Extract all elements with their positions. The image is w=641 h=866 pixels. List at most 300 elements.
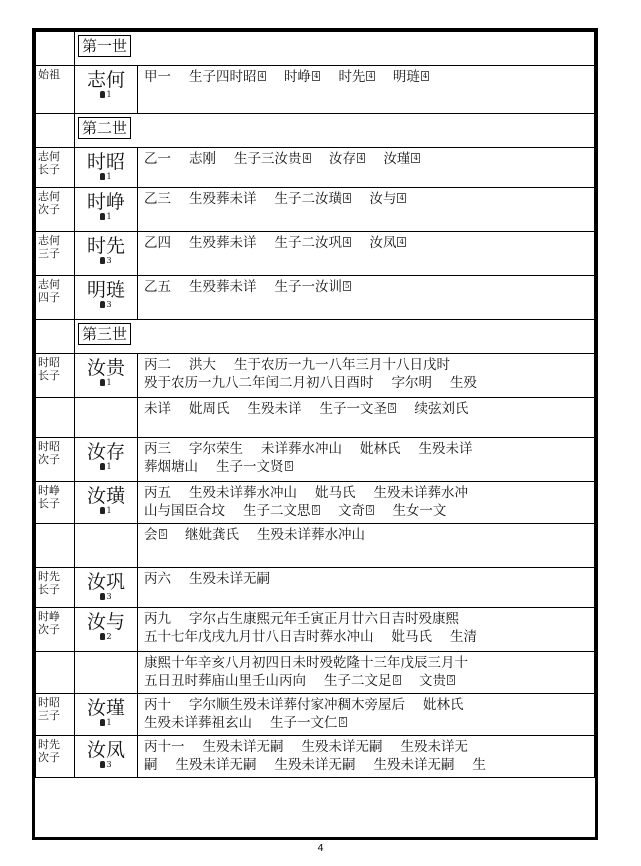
record-segment	[189, 441, 243, 457]
record-line	[144, 672, 590, 690]
relation-label: 次子	[38, 623, 60, 636]
relation-label: 志何	[38, 150, 60, 163]
record-segment	[144, 485, 171, 501]
record-segment	[144, 441, 171, 457]
record-segment	[450, 629, 477, 645]
record-segment	[144, 611, 171, 627]
segment-text: 文奇	[337, 503, 365, 519]
record-segment	[144, 151, 171, 167]
segment-text: 志刚	[189, 151, 216, 167]
record-cell	[138, 524, 595, 568]
person-name: 汝瑾	[86, 697, 125, 719]
person-icon	[100, 173, 105, 180]
segment-text: 五十七年戊戌九月廿八日吉时葬水冲山	[144, 629, 374, 645]
record-line	[144, 570, 590, 588]
record-segment	[329, 151, 371, 167]
segment-text: 乙一	[144, 151, 171, 167]
segment-text: 明琏	[392, 69, 420, 85]
segment-text: 嗣	[144, 757, 158, 773]
record-line	[144, 150, 590, 168]
generation-row	[36, 320, 595, 354]
record-segment	[144, 739, 185, 755]
segment-text: 汝瑾	[383, 151, 411, 167]
record-segment	[401, 739, 469, 755]
name-cell	[75, 66, 138, 114]
page-ref-marker: 4	[368, 72, 373, 80]
genealogy-frame	[32, 28, 598, 840]
record-segment	[414, 401, 468, 417]
person-name: 汝与	[86, 611, 125, 633]
segment-text: 乙三	[144, 191, 171, 207]
person-row	[36, 148, 595, 188]
segment-text: 丙十一	[144, 739, 185, 755]
record-segment	[275, 191, 358, 207]
page-ref-marker: 5	[390, 404, 395, 412]
person-name: 明琏	[86, 279, 125, 301]
name-cell	[75, 276, 138, 320]
segment-text: 妣周氏	[189, 401, 230, 417]
rank-number: 3	[106, 300, 112, 309]
genealogy-table	[35, 31, 595, 778]
segment-text: 生殁未详无嗣	[189, 571, 270, 587]
record-segment	[144, 673, 306, 689]
segment-text: 生子一文圣	[319, 401, 387, 417]
segment-text: 生子三汝贵	[234, 151, 302, 167]
segment-text: 生子一文贤	[216, 459, 284, 475]
record-line	[144, 68, 590, 86]
record-cell	[138, 482, 595, 524]
record-segment	[450, 375, 477, 391]
record-segment	[189, 151, 216, 167]
rank-marker	[75, 90, 137, 99]
rank-marker	[75, 592, 137, 601]
rank-number: 3	[106, 760, 112, 769]
record-line	[144, 484, 590, 502]
page-ref-marker: 4	[422, 72, 428, 80]
segment-text: 时峥	[283, 69, 311, 85]
page-ref-marker: 5	[286, 462, 291, 470]
segment-text: 生殁未详	[418, 441, 473, 457]
relation-label: 次子	[38, 453, 60, 466]
generation-row	[36, 32, 595, 66]
segment-text: 字尔明	[391, 375, 432, 391]
record-segment	[302, 739, 383, 755]
generation-label: 第一世	[78, 35, 131, 57]
segment-text: 丙三	[144, 441, 171, 457]
segment-text: 生子一汝训	[274, 279, 342, 295]
record-segment	[275, 757, 356, 773]
person-row	[36, 694, 595, 736]
person-icon	[100, 379, 105, 386]
rank-number: 3	[106, 256, 112, 265]
segment-text: 妣林氏	[360, 441, 401, 457]
rank-marker	[75, 462, 137, 471]
record-segment	[284, 69, 326, 85]
relation-cell	[36, 438, 75, 482]
segment-text: 生殁未详无	[400, 739, 468, 755]
relation-label: 时昭	[38, 696, 60, 709]
generation-label: 第三世	[78, 323, 131, 345]
segment-text: 乙五	[144, 279, 171, 295]
segment-text: 生女一文	[392, 503, 447, 519]
record-segment	[189, 235, 257, 251]
rank-number: 1	[106, 718, 112, 727]
record-segment	[393, 69, 435, 85]
segment-text: 生子一文仁	[270, 715, 338, 731]
name-cell	[75, 652, 138, 694]
record-segment	[189, 697, 405, 713]
segment-text: 生子二汝璜	[274, 191, 342, 207]
person-name: 志何	[86, 69, 125, 91]
person-row	[36, 354, 595, 398]
record-segment	[189, 279, 257, 295]
page-ref-marker: 5	[313, 506, 318, 514]
segment-text: 五日丑时葬庙山里壬山丙向	[144, 673, 306, 689]
name-cell	[75, 694, 138, 736]
segment-text: 洪大	[189, 357, 216, 373]
record-cell	[138, 652, 595, 694]
name-cell	[75, 608, 138, 652]
record-segment	[144, 401, 171, 417]
page-number: 4	[317, 843, 324, 854]
segment-text: 续弦刘氏	[414, 401, 469, 417]
relation-label: 时先	[38, 570, 60, 583]
name-cell	[75, 148, 138, 188]
record-cell	[138, 276, 595, 320]
person-row	[36, 608, 595, 652]
record-line	[144, 458, 590, 476]
person-row	[36, 438, 595, 482]
record-segment	[338, 503, 380, 519]
person-name: 汝璜	[86, 485, 125, 507]
record-segment	[275, 235, 358, 251]
record-segment	[360, 441, 401, 457]
relation-label: 志何	[38, 234, 60, 247]
record-cell	[138, 232, 595, 276]
name-cell	[75, 354, 138, 398]
page-ref-marker: 5	[160, 530, 165, 538]
record-line	[144, 628, 590, 646]
person-name: 时峥	[86, 191, 125, 213]
page-ref-marker: 4	[259, 72, 264, 80]
record-cell	[138, 438, 595, 482]
relation-cell	[36, 66, 75, 114]
record-segment	[216, 459, 299, 475]
segment-text: 丙二	[144, 357, 171, 373]
relation-label: 长子	[38, 369, 60, 382]
segment-text: 字尔占生康熙元年壬寅正月廿六日吉时殁康熙	[189, 611, 459, 627]
record-segment	[383, 151, 425, 167]
rank-number: 1	[106, 172, 112, 181]
segment-text: 丙九	[144, 611, 171, 627]
segment-text: 康熙十年辛亥八月初四日未时殁乾隆十三年戊辰三月十	[144, 655, 468, 671]
record-segment	[473, 757, 487, 773]
relation-cell	[36, 568, 75, 608]
relation-label: 志何	[38, 190, 60, 203]
person-row	[36, 66, 595, 114]
generation-row	[36, 114, 595, 148]
segment-text: 生殁未详葬水冲山	[189, 485, 297, 501]
continuation-row	[36, 398, 595, 438]
segment-text: 生殁未详无嗣	[175, 757, 257, 773]
segment-text: 继妣龚氏	[184, 527, 239, 543]
relation-label: 长子	[38, 163, 60, 176]
record-cell	[138, 694, 595, 736]
record-cell	[138, 608, 595, 652]
rank-marker	[75, 506, 137, 515]
record-cell	[138, 736, 595, 778]
person-row	[36, 568, 595, 608]
name-cell	[75, 524, 138, 568]
record-line	[144, 696, 590, 714]
blank-cell	[36, 320, 75, 354]
rank-marker	[75, 718, 137, 727]
relation-cell	[36, 232, 75, 276]
relation-cell	[36, 482, 75, 524]
record-segment	[257, 527, 365, 543]
record-segment	[392, 375, 433, 391]
relation-cell	[36, 524, 75, 568]
record-segment	[144, 357, 171, 373]
rank-number: 2	[106, 632, 112, 641]
page-ref-marker: 4	[399, 238, 404, 246]
continuation-row	[36, 524, 595, 568]
segment-text: 生子四时昭	[189, 69, 257, 85]
record-segment	[261, 441, 342, 457]
person-icon	[100, 91, 105, 98]
blank-cell	[36, 114, 75, 148]
person-row	[36, 232, 595, 276]
page-ref-marker: 5	[340, 718, 345, 726]
record-segment	[270, 715, 353, 731]
segment-text: 殁于农历一九八二年闰二月初八日酉时	[144, 375, 374, 391]
person-row	[36, 188, 595, 232]
person-icon	[100, 301, 105, 308]
relation-cell	[36, 736, 75, 778]
page-ref-marker: 4	[413, 154, 418, 162]
record-segment	[144, 527, 173, 543]
person-icon	[100, 257, 105, 264]
record-segment	[144, 503, 225, 519]
record-cell	[138, 568, 595, 608]
record-segment	[203, 739, 284, 755]
rank-number: 1	[106, 90, 112, 99]
relation-cell	[36, 148, 75, 188]
relation-label: 次子	[38, 751, 60, 764]
record-segment	[392, 629, 433, 645]
record-segment	[369, 191, 411, 207]
record-segment	[144, 571, 171, 587]
record-segment	[234, 357, 450, 373]
name-cell	[75, 232, 138, 276]
rank-number: 1	[106, 506, 112, 515]
page-ref-marker: 4	[399, 194, 404, 202]
record-line	[144, 610, 590, 628]
segment-text: 生殁未详无嗣	[202, 739, 284, 755]
rank-marker	[75, 212, 137, 221]
record-cell	[138, 188, 595, 232]
person-icon	[100, 213, 105, 220]
record-segment	[144, 655, 468, 671]
person-icon	[100, 507, 105, 514]
rank-number: 1	[106, 378, 112, 387]
relation-cell	[36, 398, 75, 438]
relation-cell	[36, 694, 75, 736]
record-segment	[189, 611, 459, 627]
page-ref-marker: 4	[345, 194, 350, 202]
rank-number: 3	[106, 592, 112, 601]
relation-label: 时峥	[38, 610, 60, 623]
page-ref-marker: 4	[345, 238, 350, 246]
rank-marker	[75, 172, 137, 181]
record-segment	[338, 69, 380, 85]
record-line	[144, 356, 590, 374]
relation-label: 始祖	[38, 68, 60, 81]
relation-label: 四子	[38, 291, 60, 304]
segment-text: 生殁	[450, 375, 477, 391]
segment-text: 生于农历一九一八年三月十八日戊时	[234, 357, 450, 373]
segment-text: 生子二文思	[243, 503, 311, 519]
person-name: 汝凤	[86, 739, 125, 761]
relation-cell	[36, 354, 75, 398]
segment-text: 生殁未详无嗣	[373, 757, 455, 773]
record-cell	[138, 148, 595, 188]
segment-text: 时先	[338, 69, 366, 85]
segment-text: 未详葬水冲山	[261, 441, 342, 457]
record-line	[144, 190, 590, 208]
rank-marker	[75, 300, 137, 309]
rank-number: 1	[106, 462, 112, 471]
record-segment	[144, 459, 198, 475]
segment-text: 生殁未详	[247, 401, 302, 417]
person-name: 时昭	[86, 151, 125, 173]
record-segment	[374, 485, 469, 501]
person-icon	[100, 463, 105, 470]
name-cell	[75, 188, 138, 232]
segment-text: 妣林氏	[423, 697, 464, 713]
segment-text: 生	[472, 757, 486, 773]
person-name: 时先	[86, 235, 125, 257]
rank-number: 1	[106, 212, 112, 221]
record-cell	[138, 354, 595, 398]
record-cell	[138, 398, 595, 438]
record-line	[144, 526, 590, 544]
relation-label: 三子	[38, 247, 60, 260]
person-row	[36, 482, 595, 524]
name-cell	[75, 736, 138, 778]
relation-label: 时昭	[38, 440, 60, 453]
relation-label: 次子	[38, 203, 60, 216]
person-icon	[100, 633, 105, 640]
segment-text: 生殁未详葬水冲	[373, 485, 468, 501]
record-segment	[144, 69, 171, 85]
continuation-row	[36, 652, 595, 694]
person-name: 汝存	[86, 441, 125, 463]
segment-text: 生殁未详葬水冲山	[256, 527, 365, 543]
record-segment	[189, 191, 257, 207]
segment-text: 生殁葬未详	[189, 279, 257, 295]
record-segment	[144, 757, 158, 773]
person-name: 汝贵	[86, 357, 125, 379]
record-segment	[189, 485, 297, 501]
record-segment	[374, 757, 455, 773]
segment-text: 丙六	[144, 571, 171, 587]
record-line	[144, 374, 590, 392]
record-line	[144, 756, 590, 774]
person-icon	[100, 761, 105, 768]
segment-text: 生殁未详无嗣	[274, 757, 356, 773]
segment-text: 生殁葬未详	[189, 235, 257, 251]
record-segment	[189, 357, 216, 373]
person-name: 汝巩	[86, 571, 125, 593]
segment-text: 甲一	[144, 69, 171, 85]
record-line	[144, 654, 590, 672]
segment-text: 未详	[144, 401, 171, 417]
name-cell	[75, 438, 138, 482]
segment-text: 生子二文足	[324, 673, 392, 689]
segment-text: 生殁未详葬祖玄山	[144, 715, 252, 731]
person-row	[36, 736, 595, 778]
relation-cell	[36, 608, 75, 652]
segment-text: 生清	[450, 629, 477, 645]
record-segment	[392, 503, 446, 519]
record-segment	[144, 697, 171, 713]
relation-label: 志何	[38, 278, 60, 291]
segment-text: 汝存	[328, 151, 356, 167]
segment-text: 葬烟塘山	[144, 459, 198, 475]
record-segment	[189, 401, 230, 417]
record-segment	[315, 485, 356, 501]
record-segment	[189, 571, 270, 587]
relation-cell	[36, 652, 75, 694]
record-segment	[324, 673, 407, 689]
record-segment	[320, 401, 403, 417]
record-line	[144, 400, 590, 418]
page-ref-marker: 5	[394, 676, 399, 684]
segment-text: 字尔荣生	[189, 441, 243, 457]
rank-marker	[75, 760, 137, 769]
relation-label: 时先	[38, 738, 60, 751]
record-segment	[144, 629, 374, 645]
name-cell	[75, 568, 138, 608]
record-line	[144, 440, 590, 458]
record-segment	[189, 69, 272, 85]
relation-label: 长子	[38, 497, 60, 510]
blank-cell	[36, 32, 75, 66]
segment-text: 字尔顺生殁未详葬付家冲稠木旁屋后	[189, 697, 405, 713]
name-cell	[75, 482, 138, 524]
record-segment	[185, 527, 239, 543]
page-ref-marker: 5	[448, 676, 454, 684]
segment-text: 汝凤	[369, 235, 397, 251]
record-segment	[234, 151, 317, 167]
record-segment	[419, 673, 461, 689]
record-line	[144, 714, 590, 732]
record-segment	[423, 697, 464, 713]
person-icon	[100, 719, 105, 726]
relation-label: 三子	[38, 709, 60, 722]
segment-text: 乙四	[144, 235, 171, 251]
record-segment	[144, 235, 171, 251]
page-ref-marker: 4	[304, 154, 309, 162]
segment-text: 丙五	[144, 485, 171, 501]
page-ref-marker: 4	[358, 154, 364, 162]
record-cell	[138, 66, 595, 114]
person-icon	[100, 593, 105, 600]
name-cell	[75, 398, 138, 438]
rank-marker	[75, 256, 137, 265]
rank-marker	[75, 632, 137, 641]
